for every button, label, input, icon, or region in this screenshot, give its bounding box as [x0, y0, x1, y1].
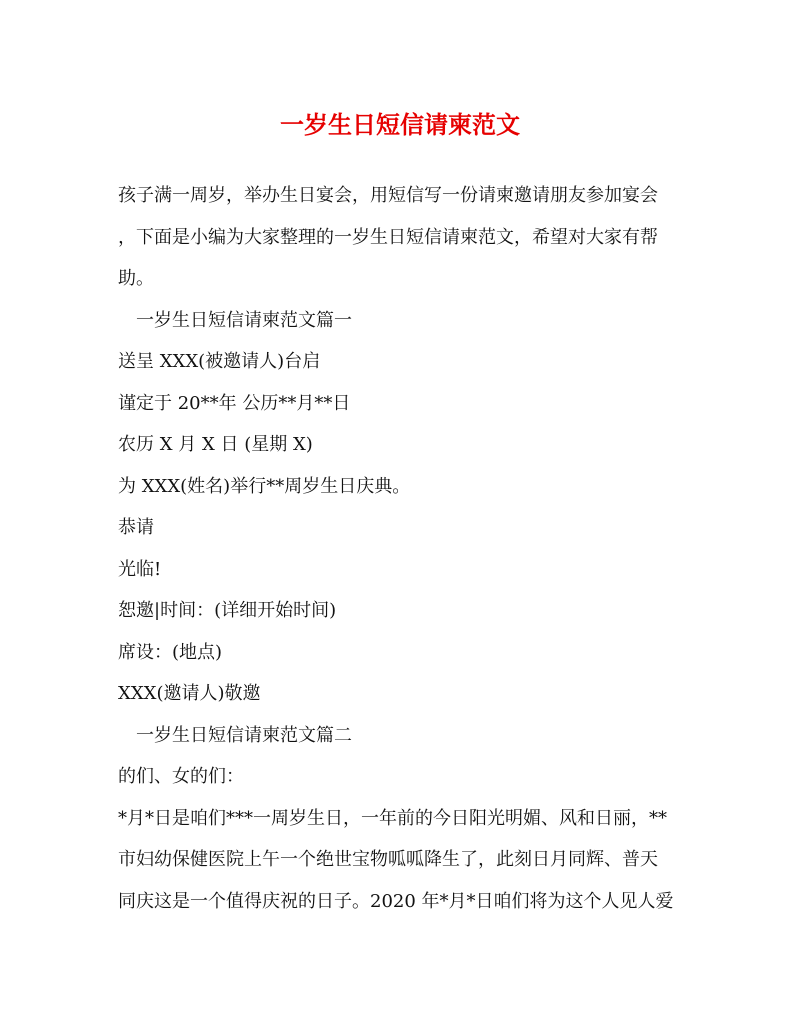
section-heading-2: 一岁生日短信请柬范文篇二	[136, 724, 352, 746]
invite-time-line: 恕邀|时间：(详细开始时间)	[118, 600, 337, 621]
page-title: 一岁生日短信请柬范文	[280, 110, 520, 139]
invite-presence-line: 光临!	[118, 558, 162, 580]
body-line-3: 同庆这是一个值得庆祝的日子。2020 年*月*日咱们将为这个人见人爱	[118, 890, 674, 912]
invite-venue-line: 席设：(地点)	[118, 641, 223, 663]
greeting-line: 的们、女的们：	[118, 766, 244, 787]
intro-line-1: 孩子满一周岁，举办生日宴会，用短信写一份请柬邀请朋友参加宴会	[118, 185, 658, 206]
invite-signature-line: XXX(邀请人)敬邀	[118, 683, 261, 704]
body-line-1: *月*日是咱们***一周岁生日，一年前的今日阳光明媚、风和日丽，**	[118, 807, 667, 829]
invite-date-line: 谨定于 20**年 公历**月**日	[118, 392, 351, 414]
intro-line-3: 助。	[118, 268, 154, 289]
section-heading-1: 一岁生日短信请柬范文篇一	[136, 309, 352, 331]
invite-respect-line: 恭请	[118, 517, 154, 538]
invite-event-line: 为 XXX(姓名)举行**周岁生日庆典。	[118, 475, 411, 497]
invite-recipient-line: 送呈 XXX(被邀请人)台启	[118, 351, 321, 372]
intro-line-2: ，下面是小编为大家整理的一岁生日短信请柬范文，希望对大家有帮	[118, 226, 658, 248]
body-line-2: 市妇幼保健医院上午一个绝世宝物呱呱降生了，此刻日月同辉、普天	[118, 849, 658, 870]
invite-lunar-date-line: 农历 X 月 X 日 (星期 X)	[118, 434, 313, 455]
document-body	[118, 175, 693, 922]
